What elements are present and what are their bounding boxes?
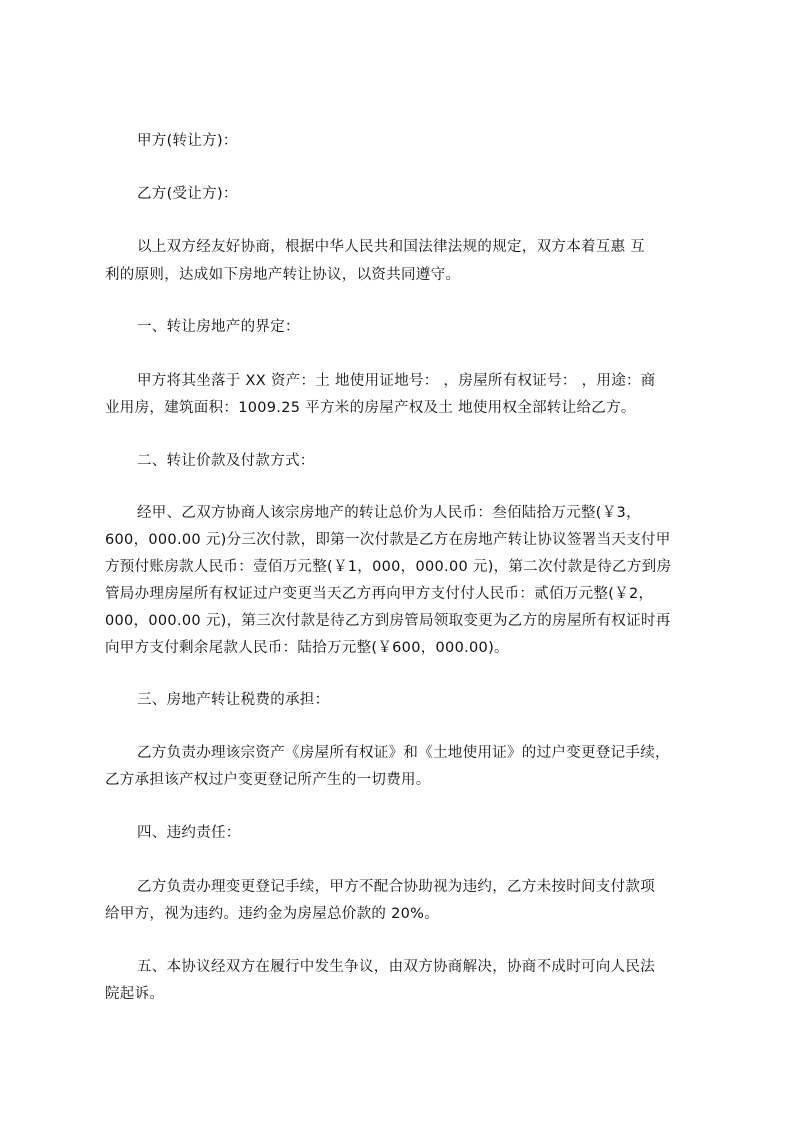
section-2-body-line: 600，000.00 元)分三次付款，即第一次付款是乙方在房地产转让协议签署当天支付甲 — [105, 532, 671, 548]
intro-paragraph-line: 利的原则，达成如下房地产转让协议，以资共同遵守。 — [105, 267, 461, 283]
section-2-body-line: 经甲、乙双方协商人该宗房地产的转让总价为人民币：叁佰陆拾万元整(￥3， — [137, 505, 641, 521]
section-2-body-line: 管局办理房屋所有权证过户变更当天乙方再向甲方支付付人民币：贰佰万元整(￥2， — [105, 586, 654, 602]
section-2-heading: 二、转让价款及付款方式： — [137, 453, 315, 469]
section-5-body-line: 五、本协议经双方在履行中发生争议，由双方协商解决，协商不成时可向人民法 — [137, 959, 655, 975]
section-2-body-line: 向甲方支付剩余尾款人民币：陆拾万元整(￥600，000.00)。 — [105, 640, 509, 656]
section-4-body-line: 给甲方，视为违约。违约金为房屋总价款的 20%。 — [105, 906, 440, 922]
section-3-heading: 三、房地产转让税费的承担： — [137, 692, 330, 708]
section-2-body-line: 000，000.00 元)，第三次付款是待乙方到房管局领取变更为乙方的房屋所有权证时再 — [105, 613, 671, 629]
section-4-heading: 四、违约责任： — [137, 825, 241, 841]
intro-paragraph-line: 以上双方经友好协商，根据中华人民共和国法律法规的规定，双方本着互惠 互 — [137, 239, 646, 255]
party-a-label: 甲方(转让方)： — [137, 133, 238, 149]
section-1-heading: 一、转让房地产的界定： — [137, 319, 300, 335]
party-b-label: 乙方(受让方)： — [137, 186, 238, 202]
section-5-body-line: 院起诉。 — [105, 986, 165, 1002]
section-2-body-line: 方预付账房款人民币：壹佰万元整(￥1，000，000.00 元)，第二次付款是待乙方到房 — [105, 559, 672, 575]
section-3-body-line: 乙方负责办理该宗资产《房屋所有权证》和《土地使用证》的过户变更登记手续， — [137, 745, 670, 761]
section-4-body-line: 乙方负责办理变更登记手续，甲方不配合协助视为违约，乙方未按时间支付款项 — [137, 879, 655, 895]
section-3-body-line: 乙方承担该产权过户变更登记所产生的一切费用。 — [105, 772, 431, 788]
section-1-body-line: 业用房，建筑面积：1009.25 平方米的房屋产权及土 地使用权全部转让给乙方。 — [105, 400, 636, 416]
section-1-body-line: 甲方将其坐落于 XX 资产：土 地使用证地号： ，房屋所有权证号： ，用途：商 — [137, 373, 656, 389]
